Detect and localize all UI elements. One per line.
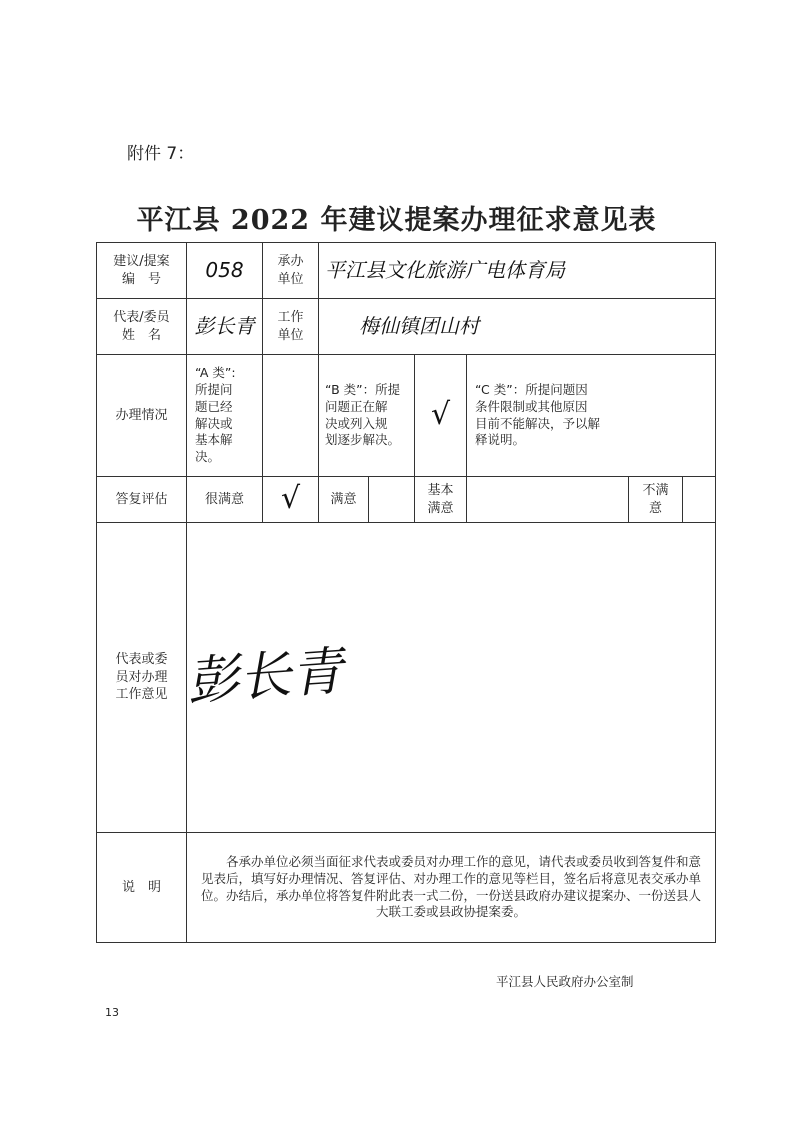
delegate-row [97,299,716,355]
proposal-no-label: 建议/提案 编 号 [97,243,187,299]
delegate-name-value: 彭长青 [187,299,263,355]
opinion-row [97,523,716,833]
evaluation-row [97,477,716,523]
eval-basic-label: 基本 满意 [415,477,467,523]
proposal-row [97,243,716,299]
work-unit-label: 工作 单位 [263,299,319,355]
eval-very-satisfied-label: 很满意 [187,477,263,523]
proposal-no-value: 058 [187,243,263,299]
type-c-text: “C 类”：所提问题因 条件限制或其他原因 目前不能解决，予以解 释说明。 [467,355,716,477]
opinion-form-table [96,242,716,943]
eval-basic-mark-cell [467,477,629,523]
evaluation-label: 答复评估 [97,477,187,523]
opinion-label: 代表或委 员对办理 工作意见 [97,523,187,833]
type-b-text: “B 类”：所提 问题正在解 决或列入规 划逐步解决。 [319,355,415,477]
type-a-mark-cell [263,355,319,477]
note-text: 各承办单位必须当面征求代表或委员对办理工作的意见，请代表或委员收到答复件和意见表后，填写好办理情况、答复评估、对办理工作的意见等栏目，签名后将意见表交承办单位。办结后，承办单位将答复件附此表一式二份，一份送县政府办建议提案办、一份送县人大联工委或县政协提案委。 [187,833,716,943]
eval-satisfied-mark-cell [369,477,415,523]
eval-unsatisfied-mark-cell [683,477,716,523]
delegate-name-label: 代表/委员 姓 名 [97,299,187,355]
type-a-text: “A 类”: 所提问 题已经 解决或 基本解 决。 [187,355,263,477]
issuing-office: 平江县人民政府办公室制 [496,974,634,989]
note-row [97,833,716,943]
attachment-label: 附件 7： [127,144,195,164]
undertaking-unit-value: 平江县文化旅游广电体育局 [319,243,716,299]
form-title: 平江县 2022 年建议提案办理征求意见表 [136,205,657,236]
note-label: 说 明 [97,833,187,943]
undertaking-unit-label: 承办 单位 [263,243,319,299]
type-b-checkmark: √ [415,355,467,477]
handling-row [97,355,716,477]
eval-very-satisfied-checkmark: √ [263,477,319,523]
page-number: 13 [105,1006,119,1019]
work-unit-value: 梅仙镇团山村 [319,299,716,355]
opinion-cell [187,523,716,833]
opinion-signature: 彭长青 [185,642,345,713]
eval-unsatisfied-label: 不满 意 [629,477,683,523]
handling-label: 办理情况 [97,355,187,477]
eval-satisfied-label: 满意 [319,477,369,523]
